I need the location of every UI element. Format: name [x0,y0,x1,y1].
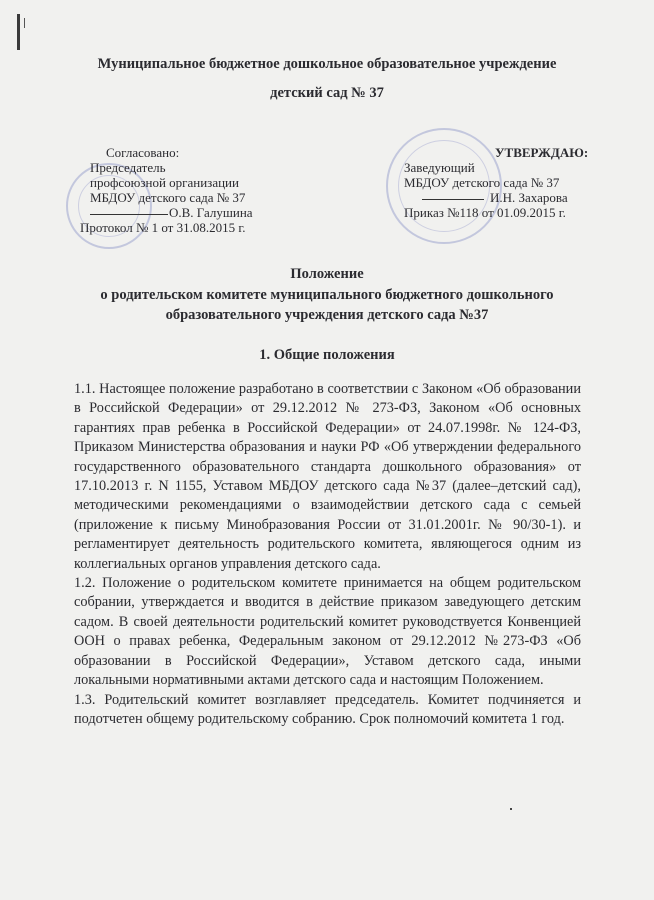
paragraph-1-2: 1.2. Положение о родительском комитете принимается на общем родительском собрании, утверждается и вводится в действие приказом заведующего детским садом. В своей деятельности родительский комитет руководствуется Конвенцией ООН о правах ребенка, Федеральным законом от 29.12.2012 №273-ФЗ «Об образовании в Российской Федерации», Уставом детского сада, иными локальными нормативными актами детского сада и настоящим Положением. [74,575,581,689]
signature-underline [90,214,168,215]
approved-order: Приказ №118 от 01.09.2015 г. [404,205,566,220]
document-title: Положение [290,266,364,282]
agreed-signature-line [90,205,253,220]
document-subtitle-line1: о родительском комитете муниципального бюджетного дошкольного [100,287,554,303]
page-speck [510,808,512,810]
agreed-signature-name: О.В. Галушина [169,205,253,220]
document-subtitle [0,285,654,325]
approved-signature-line [404,190,588,205]
signature-underline [422,199,484,200]
approved-signature-name: И.Н. Захарова [490,190,568,205]
agreed-block [80,145,253,235]
section-body [74,380,581,729]
binding-mark-small [24,18,25,28]
approved-label: УТВЕРЖДАЮ: [495,145,589,160]
approved-line2: МБДОУ детского сада № 37 [404,175,560,190]
agreed-line3: МБДОУ детского сада № 37 [90,190,246,205]
agreed-label: Согласовано: [106,145,180,160]
section-heading: 1. Общие положения [259,347,395,363]
agreed-line2: профсоюзной организации [90,175,239,190]
binding-mark [17,14,20,50]
org-name-line2: детский сад № 37 [270,85,384,101]
paragraph-1-1: 1.1. Настоящее положение разработано в соответствии с Законом «Об образовании в Российской Федерации» от 29.12.2012 № 273-ФЗ, Законом «Об основных гарантиях прав ребенка в Российской Федерации» от 24.07.1998г. № 124-ФЗ, Приказом Министерства образования и науки РФ «Об утверждении федерального государственного образовательного стандарта дошкольного образования» от 17.10.2013 г. N 1155, Уставом МБДОУ детского сада №37 (далее–детский сад), методическими рекомендациями о взаимодействии детского сада с семьей (приложение к письму Минобразования России от 31.01.2001г. № 90/30-1). и регламентирует деятельность родительского комитета, являющегося одним из коллегиальных органов управления детского сада. [74,381,581,572]
org-name-line1: Муниципальное бюджетное дошкольное образовательное учреждение [97,56,557,72]
paragraph-1-3: 1.3. Родительский комитет возглавляет председатель. Комитет подчиняется и подотчетен общему родительскому собранию. Срок полномочий комитета 1 год. [74,691,581,727]
agreed-line1: Председатель [90,160,166,175]
document-subtitle-line2: образовательного учреждения детского сада №37 [165,307,489,323]
approved-block [404,145,588,220]
agreed-protocol: Протокол № 1 от 31.08.2015 г. [80,220,246,235]
approved-line1: Заведующий [404,160,475,175]
